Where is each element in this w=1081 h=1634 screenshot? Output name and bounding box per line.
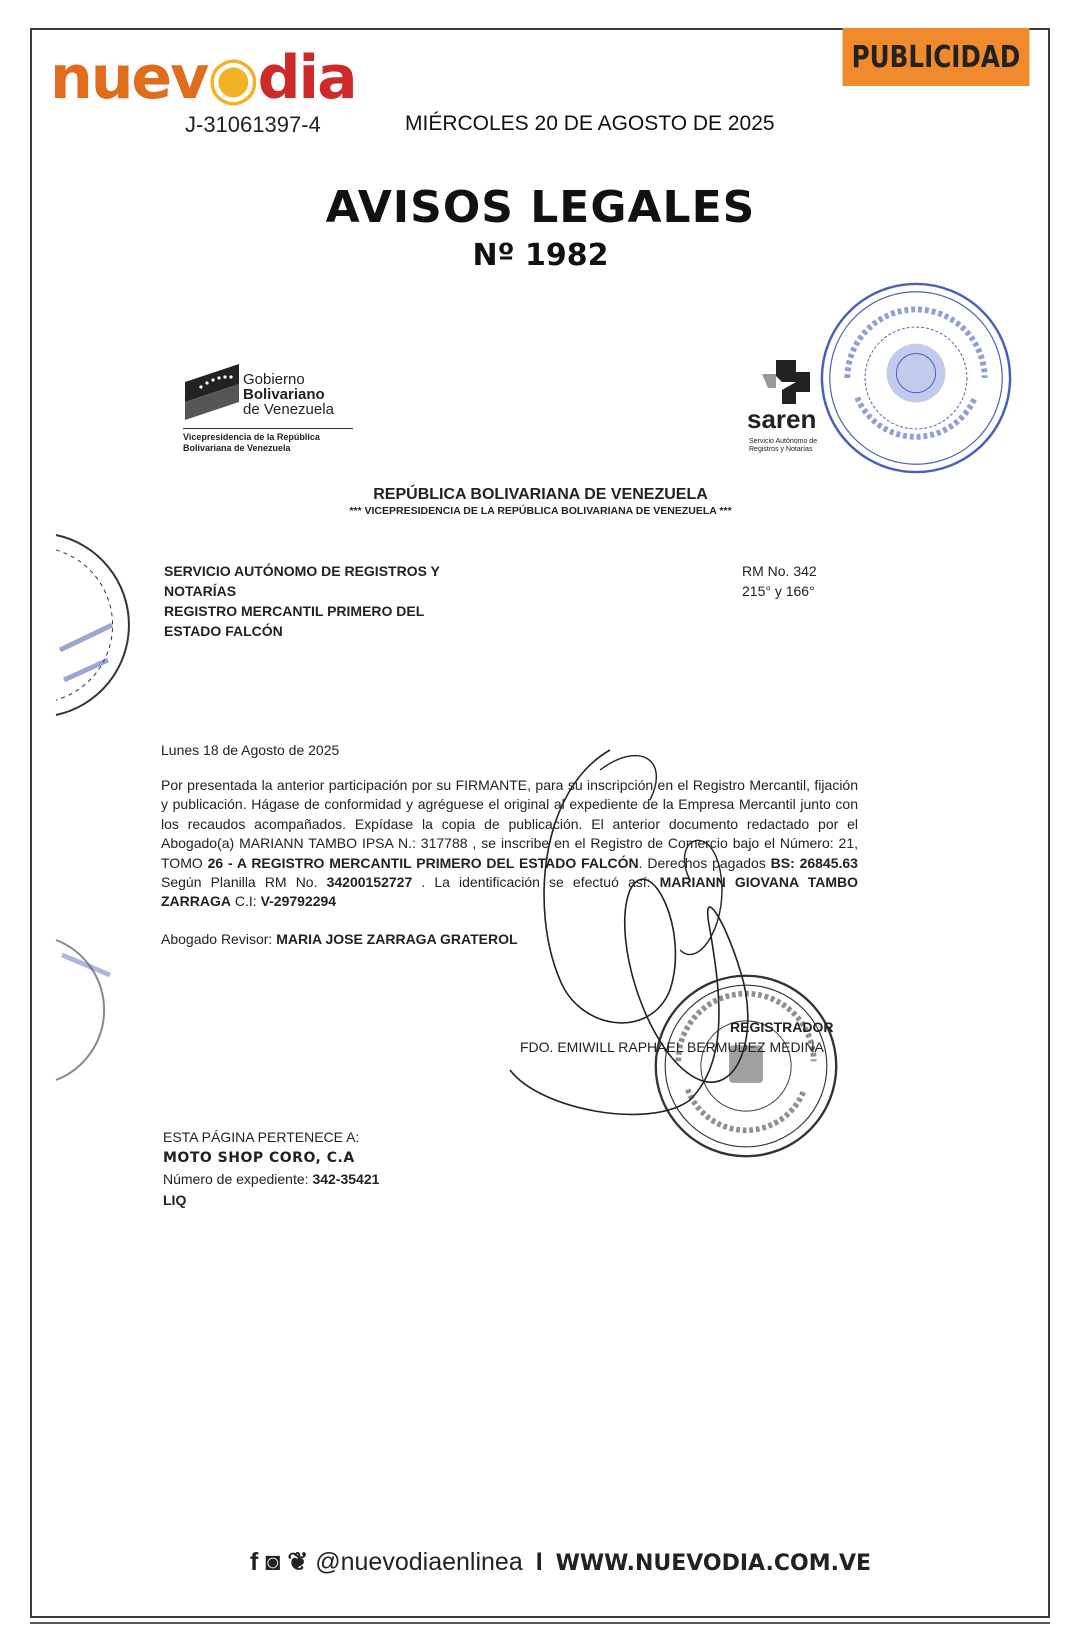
registrar-name: FDO. EMIWILL RAPHAEL BERMUDEZ MEDINA: [520, 1039, 824, 1055]
rm-years: 215° y 166°: [742, 583, 815, 599]
footer-separator: I: [535, 1548, 543, 1576]
website-url: WWW.NUEVODIA.COM.VE: [555, 1551, 871, 1576]
gov-line-3: de Venezuela: [243, 401, 334, 418]
page-owner-block: [163, 1127, 379, 1211]
gov-subtitle: Vicepresidencia de la República Bolivariana de Venezuela: [183, 432, 320, 453]
service-block: [164, 561, 504, 641]
document-date: Lunes 18 de Agosto de 2025: [161, 742, 340, 758]
bottom-rule: [30, 1622, 1050, 1624]
gobierno-text: [243, 372, 334, 417]
venezuela-flag-icon: [183, 362, 241, 422]
company-name: MOTO SHOP CORO, C.A: [163, 1150, 355, 1166]
edition-date: MIÉRCOLES 20 DE AGOSTO DE 2025: [405, 112, 775, 135]
twitter-icon: ❦: [287, 1548, 309, 1576]
partial-seal-left-2: [40, 935, 120, 1085]
logo-text-1: nuev: [50, 43, 208, 113]
saren-mark-icon: [762, 360, 810, 404]
notice-number: Nº 1982: [472, 238, 609, 273]
gov-line-2: Bolivariano: [243, 386, 325, 403]
expediente: Número de expediente: 342-35421: [163, 1171, 380, 1187]
saren-word: saren: [747, 404, 817, 434]
service-line-2: NOTARÍAS: [164, 583, 237, 599]
saren-subtitle: Servicio Autónomo de Registros y Notarías: [749, 438, 818, 453]
facebook-icon: f: [250, 1548, 259, 1576]
service-line-1: SERVICIO AUTÓNOMO DE REGISTROS Y: [164, 563, 440, 579]
handwritten-signature: [500, 730, 820, 1130]
nuevodia-logo: [50, 43, 356, 113]
publicidad-badge: PUBLICIDAD: [843, 28, 1030, 86]
owner-label: ESTA PÁGINA PERTENECE A:: [163, 1129, 360, 1145]
sun-icon: ◉: [207, 43, 258, 113]
lawyer-reviewer: Abogado Revisor: MARIA JOSE ZARRAGA GRATEROL: [161, 931, 518, 947]
service-line-4: ESTADO FALCÓN: [164, 623, 283, 639]
rm-block: [742, 561, 817, 601]
rif-number: J-31061397-4: [185, 112, 321, 137]
service-line-3: REGISTRO MERCANTIL PRIMERO DEL: [164, 603, 425, 619]
logo-text-2: dia: [257, 43, 356, 113]
vicepresidency-heading: *** VICEPRESIDENCIA DE LA REPÚBLICA BOLIVARIANA DE VENEZUELA ***: [349, 505, 732, 517]
partial-seal-left-1: [40, 530, 132, 720]
registrar-title: REGISTRADOR: [730, 1019, 834, 1035]
gov-line-1: Gobierno: [243, 371, 305, 388]
registry-seal-top: [818, 280, 1014, 476]
rm-number: RM No. 342: [742, 563, 817, 579]
page-title: AVISOS LEGALES: [325, 182, 756, 233]
owner-code: LIQ: [163, 1192, 187, 1208]
gov-divider: [183, 428, 353, 429]
footer: [250, 1547, 871, 1577]
republic-heading: REPÚBLICA BOLIVARIANA DE VENEZUELA: [373, 486, 708, 503]
notice-body: Por presentada la anterior participación por su FIRMANTE, para su inscripción en el Registro Mercantil, fijación y publicación. Hágase de conformidad y agréguese el original al expediente de la Empresa Mercantil junto con los recaudos acompañados. Expídase la copia de publicación. El anterior documento redactado por el Abogado(a) MARIANN TAMBO IPSA N.: 317788 , se inscribe en el Registro de Comercio bajo el Número: 21, TOMO 26 - A REGISTRO MERCANTIL PRIMERO DEL ESTADO FALCÓN. Derechos pagados BS: 26845.63 Según Planilla RM No. 34200152727 . La identificación se efectuó así: MARIANN GIOVANA TAMBO ZARRAGA C.I: V-29792294: [161, 777, 858, 910]
instagram-icon: ◙: [265, 1548, 281, 1576]
social-handle: @nuevodiaenlinea: [315, 1548, 523, 1576]
